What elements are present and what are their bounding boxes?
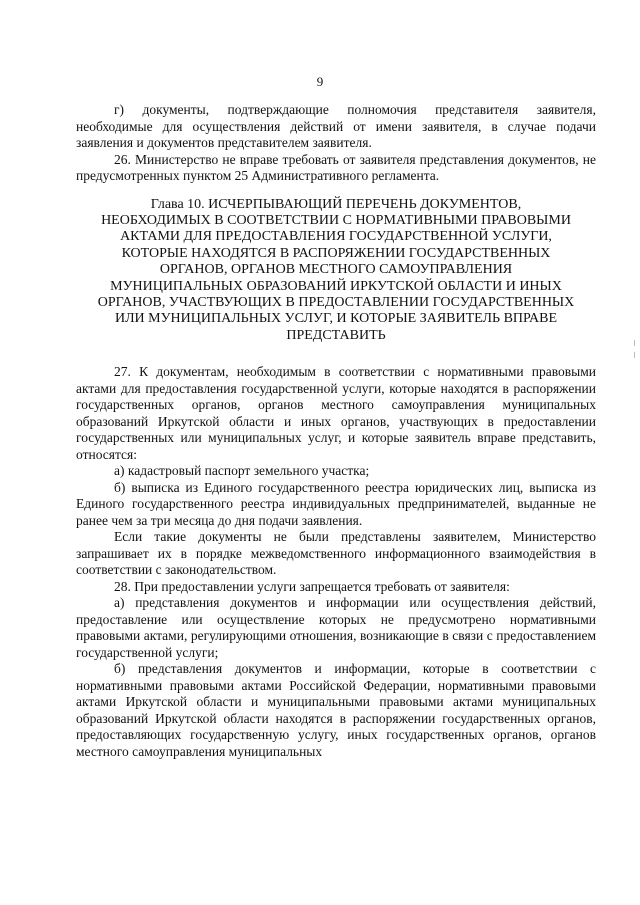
paragraph-interagency-request: Если такие документы не были представлены заявителем, Министерство запрашивает их в порядке межведомственного информационного взаимодействия в соответствии с законодательством.: [76, 529, 596, 578]
paragraph-27-item-b: б) выписка из Единого государственного реестра юридических лиц, выписка из Единого государственного реестра индивидуальных предпринимателей, выданные не ранее чем за три месяца до дня подачи заявления.: [76, 479, 596, 528]
document-body: [76, 102, 596, 760]
chapter-heading-line: Глава 10. ИСЧЕРПЫВАЮЩИЙ ПЕРЕЧЕНЬ ДОКУМЕНТОВ,: [150, 196, 522, 212]
paragraph-27-item-a: а) кадастровый паспорт земельного участка;: [114, 463, 370, 479]
spacer: [76, 185, 596, 197]
paragraph-26: 26. Министерство не вправе требовать от заявителя представления документов, не предусмотренных пунктом 25 Административного регламента.: [76, 151, 596, 183]
paragraph-28: 28. При предоставлении услуги запрещается требовать от заявителя:: [114, 578, 510, 594]
chapter-heading-line: ПРЕДСТАВИТЬ: [286, 327, 386, 343]
chapter-heading-line: НЕОБХОДИМЫХ В СООТВЕТСТВИИ С НОРМАТИВНЫМИ ПРАВОВЫМИ: [101, 212, 571, 228]
scan-artifact: [634, 352, 635, 358]
chapter-heading: [76, 197, 596, 345]
chapter-heading-line: ОРГАНОВ, ОРГАНОВ МЕСТНОГО САМОУПРАВЛЕНИЯ: [159, 262, 513, 278]
paragraph-item-g: г) документы, подтверждающие полномочия представителя заявителя, необходимые для осуществления действий от имени заявителя, в случае подачи заявления и документов представителем заявителя.: [76, 102, 596, 150]
paragraph-28-item-b: б) представления документов и информации, которые в соответствии с нормативными правовыми актами Российской Федерации, нормативными правовыми актами Иркутской области и муниципальными правовыми актами муниципальных образований Иркутской области находятся в распоряжении государственных органов, предоставляющих государственную услугу, иных государственных органов, органов местного самоуправления муниципальных: [76, 661, 596, 759]
chapter-heading-line: КОТОРЫЕ НАХОДЯТСЯ В РАСПОРЯЖЕНИИ ГОСУДАРСТВЕННЫХ: [121, 245, 551, 261]
paragraph-28-item-a: а) представления документов и информации или осуществления действий, предоставление или осуществление которых не предусмотрено нормативными правовыми актами, регулирующими отношения, возникающие в связи с предоставлением государственной услуги;: [76, 595, 596, 660]
chapter-heading-line: МУНИЦИПАЛЬНЫХ ОБРАЗОВАНИЙ ИРКУТСКОЙ ОБЛАСТИ И ИНЫХ: [110, 278, 562, 294]
chapter-heading-line: АКТАМИ ДЛЯ ПРЕДОСТАВЛЕНИЯ ГОСУДАРСТВЕННОЙ УСЛУГИ,: [120, 229, 552, 245]
page-number: 9: [316, 74, 324, 89]
spacer: [76, 344, 596, 364]
paragraph-27: 27. К документам, необходимым в соответствии с нормативными правовыми актами для предоставления государственной услуги, которые находятся в распоряжении государственных органов, органов местного самоуправления муниципальных образований Иркутской области и иных органов, участвующих в предоставлении государственных или муниципальных услуг, и которые заявитель вправе представить, относятся:: [76, 364, 596, 462]
chapter-heading-line: ОРГАНОВ, УЧАСТВУЮЩИХ В ПРЕДОСТАВЛЕНИИ ГОСУДАРСТВЕННЫХ: [97, 294, 575, 310]
chapter-heading-line: ИЛИ МУНИЦИПАЛЬНЫХ УСЛУГ, И КОТОРЫЕ ЗАЯВИТЕЛЬ ВПРАВЕ: [114, 311, 558, 327]
scan-artifact: [634, 340, 635, 346]
